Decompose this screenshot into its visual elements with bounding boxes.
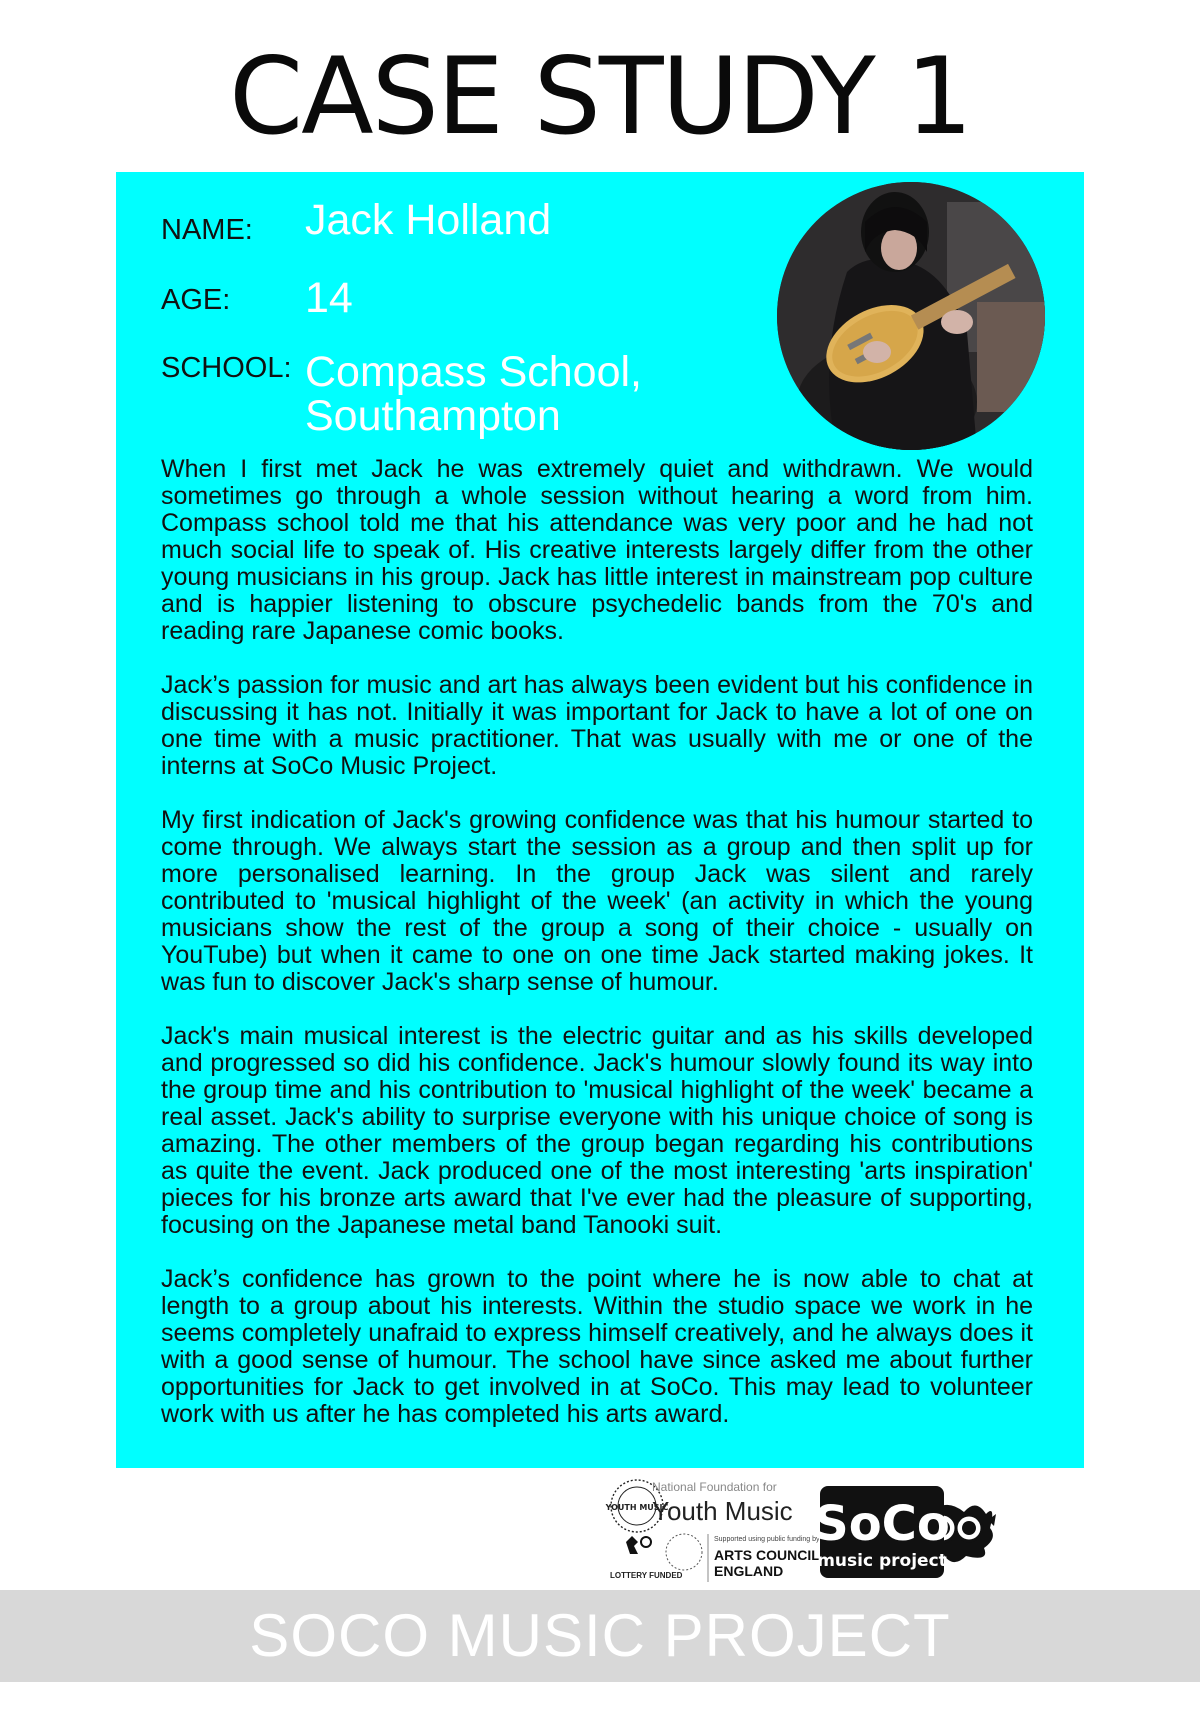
school-value-line2: Southampton [305, 392, 561, 440]
paragraph: Jack’s passion for music and art has always been evident but his confidence in discussing it has not. Initially it was important for Jack to have a lot of one on one time with a music practitioner. That was usually with me or one of the interns at SoCo Music Project. [161, 671, 1033, 780]
youth-music-text: Youth Music [652, 1496, 793, 1526]
soco-logo-text: SoCo [814, 1496, 950, 1552]
name-value: Jack Holland [305, 196, 552, 244]
name-label: NAME: [161, 214, 253, 246]
soco-logo-subtext: music project [817, 1551, 947, 1571]
arts-council-line1: ARTS COUNCIL [714, 1547, 820, 1563]
footer-bar [0, 1590, 1200, 1682]
paragraph: My first indication of Jack's growing confidence was that his humour started to come through. We always start the session as a group and then split up for more personalised learning. In the group Jack was silent and rarely contributed to 'musical highlight of the week' (an activity in which the young musicians show the rest of the group a song of their choice - usually on YouTube) but when it came to one on one time Jack started making jokes. It was fun to discover Jack's sharp sense of humour. [161, 806, 1033, 996]
lottery-text: LOTTERY FUNDED [610, 1571, 683, 1580]
school-value-line1: Compass School, [305, 348, 642, 396]
lottery-hand-icon [626, 1536, 651, 1554]
arts-council-badge-icon [666, 1534, 702, 1570]
youth-music-small-text: National Foundation for [652, 1480, 777, 1494]
paragraph: When I first met Jack he was extremely quiet and withdrawn. We would sometimes go through a whole session without hearing a word from him. Compass school told me that his attendance was very poor and he had not much social life to speak of. His creative interests largely differ from the other young musicians in his group. Jack has little interest in mainstream pop culture and is happier listening to obscure psychedelic bands from the 70's and reading rare Japanese comic books. [161, 455, 1033, 645]
arts-council-line2: ENGLAND [714, 1563, 784, 1579]
age-label: AGE: [161, 284, 231, 316]
paragraph: Jack's main musical interest is the electric guitar and as his skills developed and progressed so did his confidence. Jack's humour slowly found its way into the group time and his contribution to 'musical highlight of the week' became a real asset. Jack's ability to surprise everyone with his unique choice of song is amazing. The other members of the group began regarding his contributions as quite the event. Jack produced one of the most interesting 'arts inspiration' pieces for his bronze arts award that I've ever had the pleasure of supporting, focusing on the Japanese metal band Tanooki suit. [161, 1022, 1033, 1239]
profile-photo [777, 182, 1045, 450]
page-title: CASE STUDY 1 [229, 35, 971, 158]
age-value: 14 [305, 274, 353, 322]
youth-badge-text: YOUTH MUSIC [605, 1503, 669, 1512]
arts-council-small-text: Supported using public funding by [714, 1536, 820, 1543]
paragraph: Jack’s confidence has grown to the point where he is now able to chat at length to a group about his interests. Within the studio space we work in he seems completely unafraid to express himself creatively, and he always does it with a good sense of humour. The school have since asked me about further opportunities for Jack to get involved in at SoCo. This may lead to volunteer work with us after he has completed his arts award. [161, 1265, 1033, 1428]
case-study-text [161, 456, 1033, 1455]
funder-logos [604, 1476, 1094, 1592]
footer-title: SOCO MUSIC PROJECT [249, 1602, 951, 1669]
school-label: SCHOOL: [161, 352, 292, 384]
